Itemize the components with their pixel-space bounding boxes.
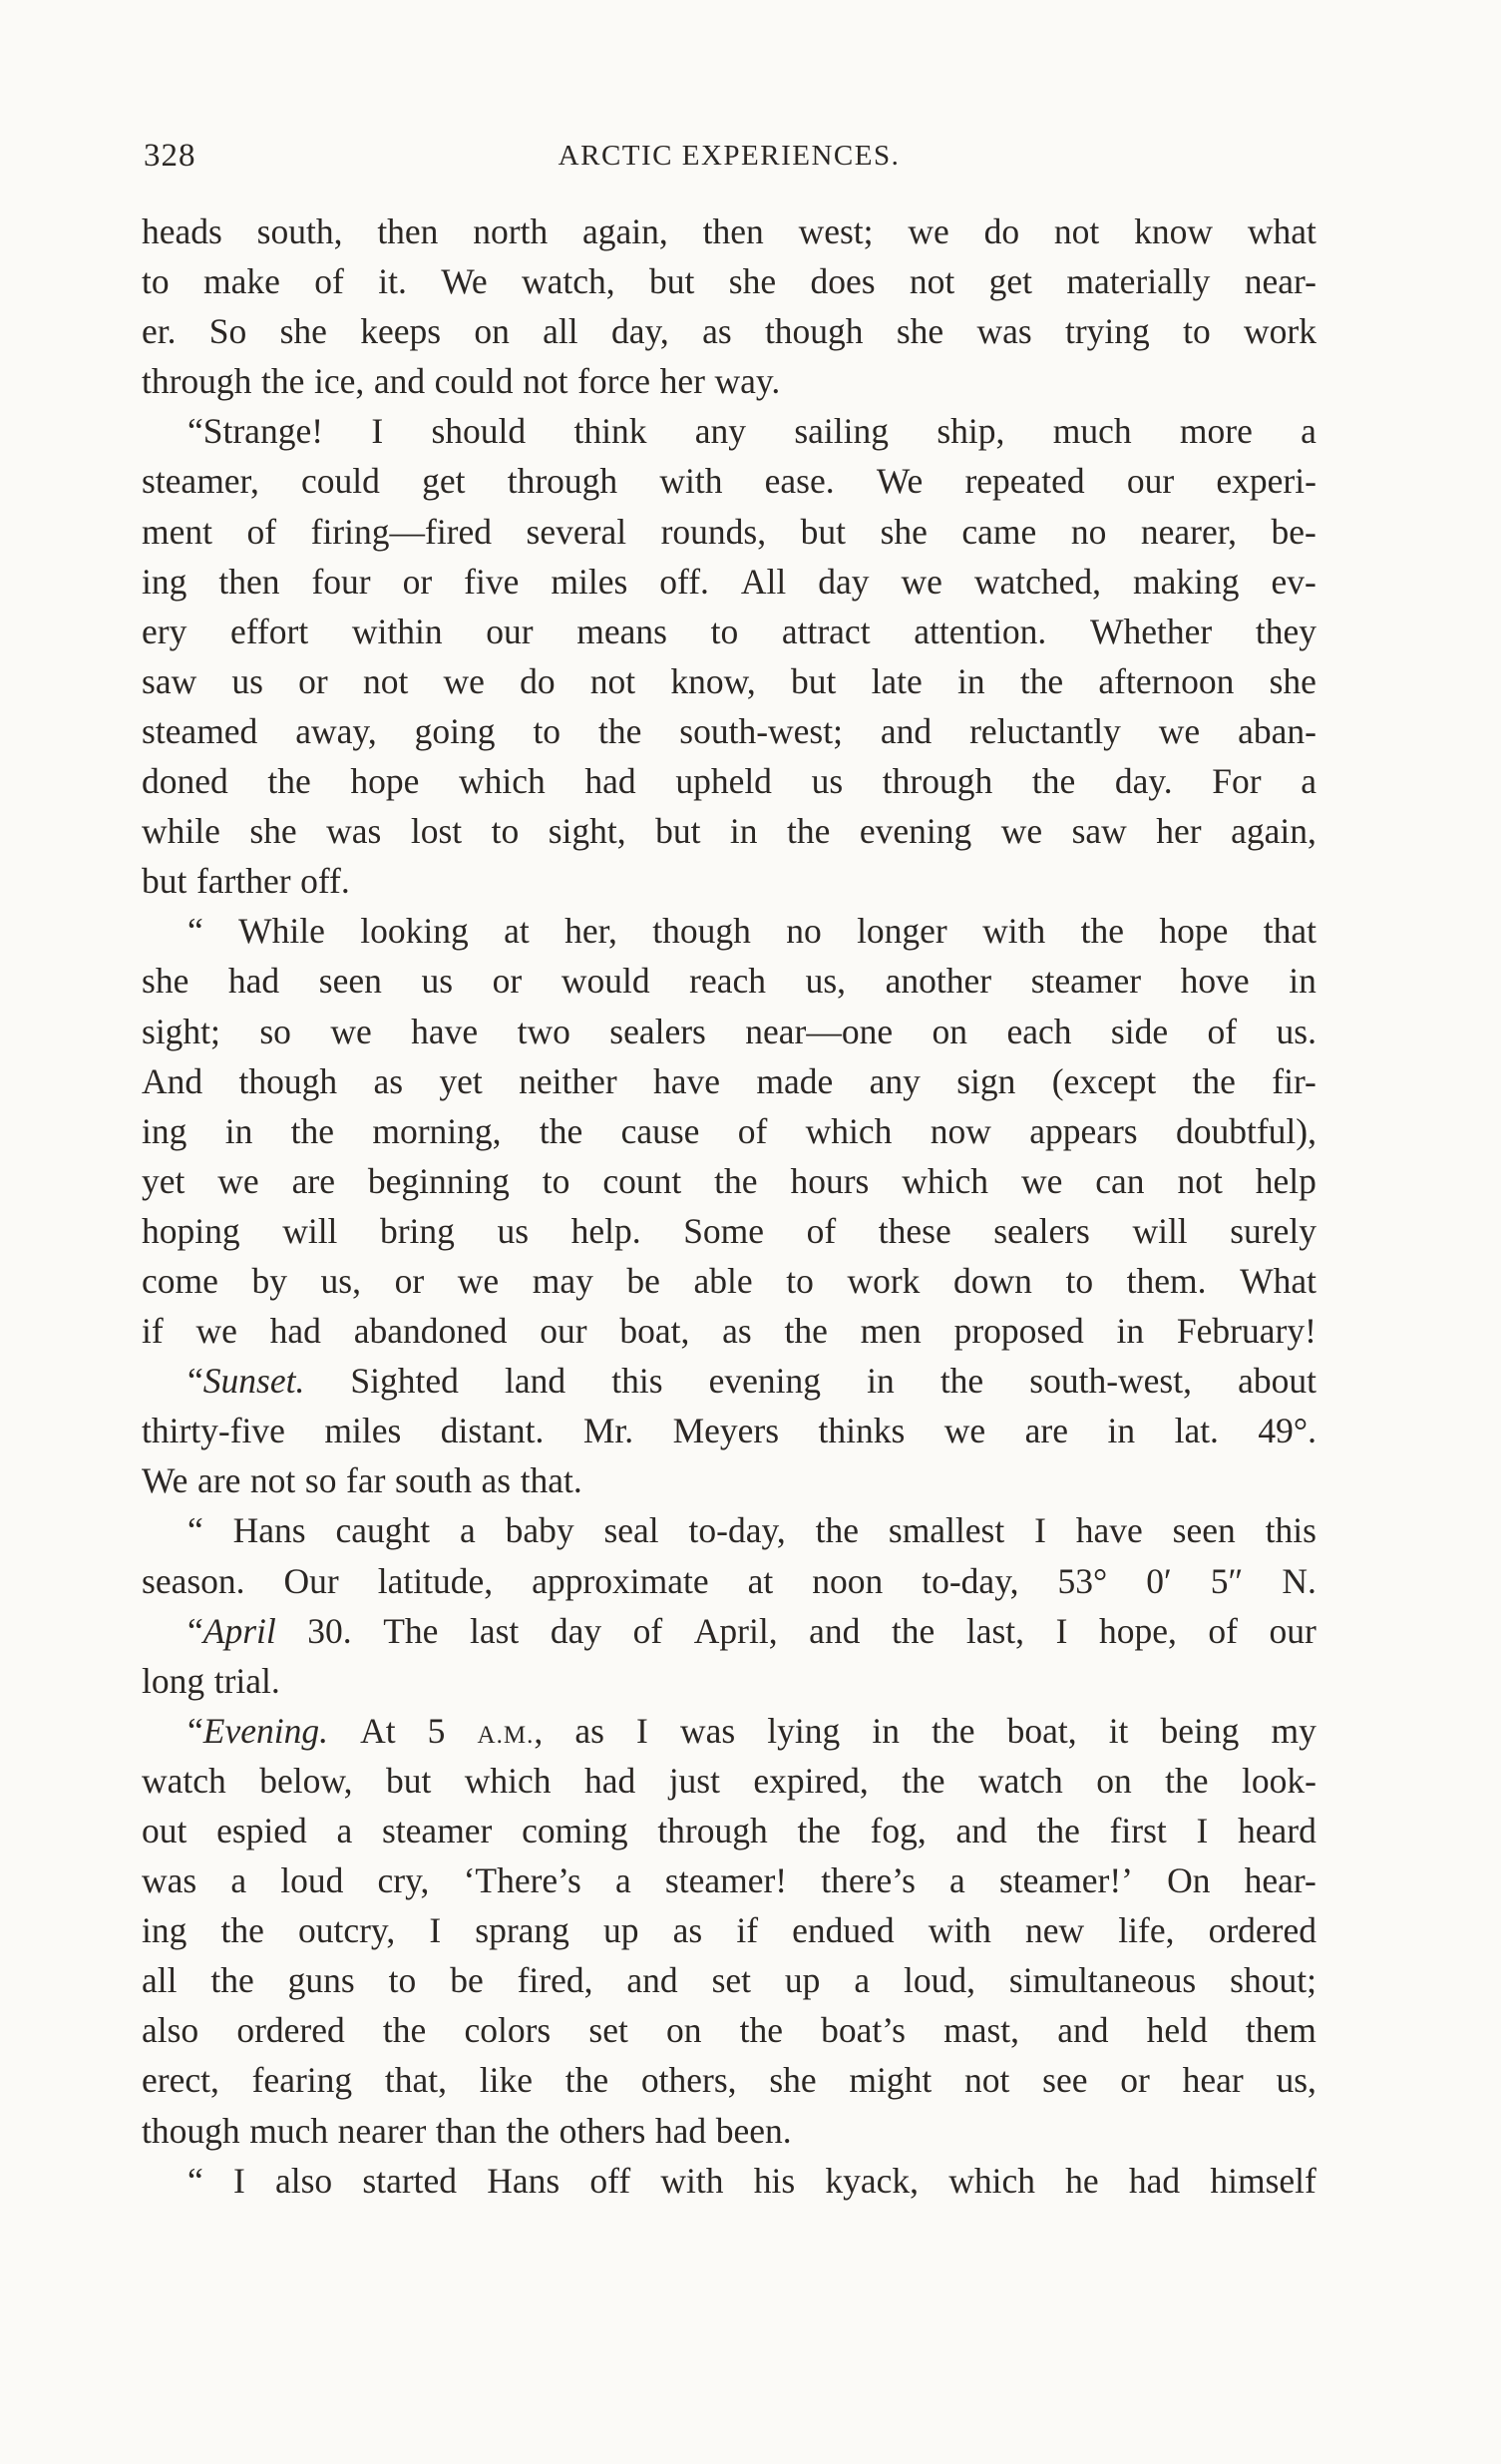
text-line: “Evening. At 5 A.M., as I was lying in the boat, it being my (188, 1710, 1316, 1751)
text-line: “Sunset. Sighted land this evening in the south-west, about (188, 1361, 1316, 1402)
text-line: “ Hans caught a baby seal to-day, the smallest I have seen this (188, 1510, 1316, 1551)
text-line: season. Our latitude, approximate at noon to-day, 53° 0′ 5″ N. (142, 1560, 1316, 1601)
text-line: ment of firing—fired several rounds, but she came no nearer, be- (142, 511, 1316, 552)
text-line: saw us or not we do not know, but late in the afternoon she (142, 660, 1316, 701)
text-line: if we had abandoned our boat, as the men proposed in February! (142, 1311, 1316, 1352)
text-line: also ordered the colors set on the boat’s mast, and held them (142, 2010, 1316, 2051)
body-text (142, 206, 1316, 2206)
text-line: out espied a steamer coming through the fog, and the first I heard (142, 1811, 1316, 1850)
text-line: “ I also started Hans off with his kyack, which he had himself (188, 2160, 1316, 2201)
text-line: to make of it. We watch, but she does not get materially near- (142, 261, 1316, 302)
text-line: but farther off. (142, 861, 350, 902)
text-line: ing then four or five miles off. All day we watched, making ev- (142, 561, 1316, 602)
text-line: “Strange! I should think any sailing ship, much more a (188, 411, 1316, 452)
text-line: steamed away, going to the south-west; and reluctantly we aban- (142, 710, 1316, 751)
page-header (140, 138, 1318, 182)
text-line: was a loud cry, ‘There’s a steamer! there’s a steamer!’ On hear- (142, 1860, 1316, 1901)
page-number: 328 (144, 138, 196, 174)
text-line: yet we are beginning to count the hours which we can not help (142, 1160, 1316, 1201)
text-line: er. So she keeps on all day, as though she was trying to work (142, 311, 1316, 352)
text-line: thirty-five miles distant. Mr. Meyers thinks we are in lat. 49°. (142, 1411, 1316, 1451)
text-line: We are not so far south as that. (142, 1460, 582, 1501)
text-line: while she was lost to sight, but in the evening we saw her again, (142, 811, 1316, 852)
text-line: erect, fearing that, like the others, she might not see or hear us, (142, 2060, 1316, 2101)
text-line: come by us, or we may be able to work down to them. What (142, 1260, 1316, 1301)
text-line: she had seen us or would reach us, another steamer hove in (142, 961, 1316, 1002)
text-line: heads south, then north again, then west; we do not know what (142, 211, 1316, 251)
text-line: hoping will bring us help. Some of these sealers will surely (142, 1210, 1316, 1251)
text-line: though much nearer than the others had been. (142, 2110, 792, 2151)
text-line: sight; so we have two sealers near—one on each side of us. (142, 1011, 1316, 1051)
text-line: steamer, could get through with ease. We repeated our experi- (142, 461, 1316, 502)
text-line: “ While looking at her, though no longer with the hope that (188, 911, 1316, 952)
text-line: “April 30. The last day of April, and the last, I hope, of our (188, 1610, 1316, 1651)
text-line: watch below, but which had just expired, the watch on the look- (142, 1760, 1316, 1801)
text-line: all the guns to be fired, and set up a loud, simultaneous shout; (142, 1960, 1316, 2001)
text-line: And though as yet neither have made any sign (except the fir- (142, 1060, 1316, 1101)
running-title: ARCTIC EXPERIENCES. (558, 140, 901, 172)
text-line: long trial. (142, 1660, 280, 1701)
text-line: ing the outcry, I sprang up as if endued with new life, ordered (142, 1910, 1316, 1951)
text-line: ery effort within our means to attract attention. Whether they (142, 611, 1316, 651)
text-line: through the ice, and could not force her way. (142, 361, 781, 402)
text-line: ing in the morning, the cause of which now appears doubtful), (142, 1110, 1316, 1151)
text-line: doned the hope which had upheld us through the day. For a (142, 761, 1316, 802)
